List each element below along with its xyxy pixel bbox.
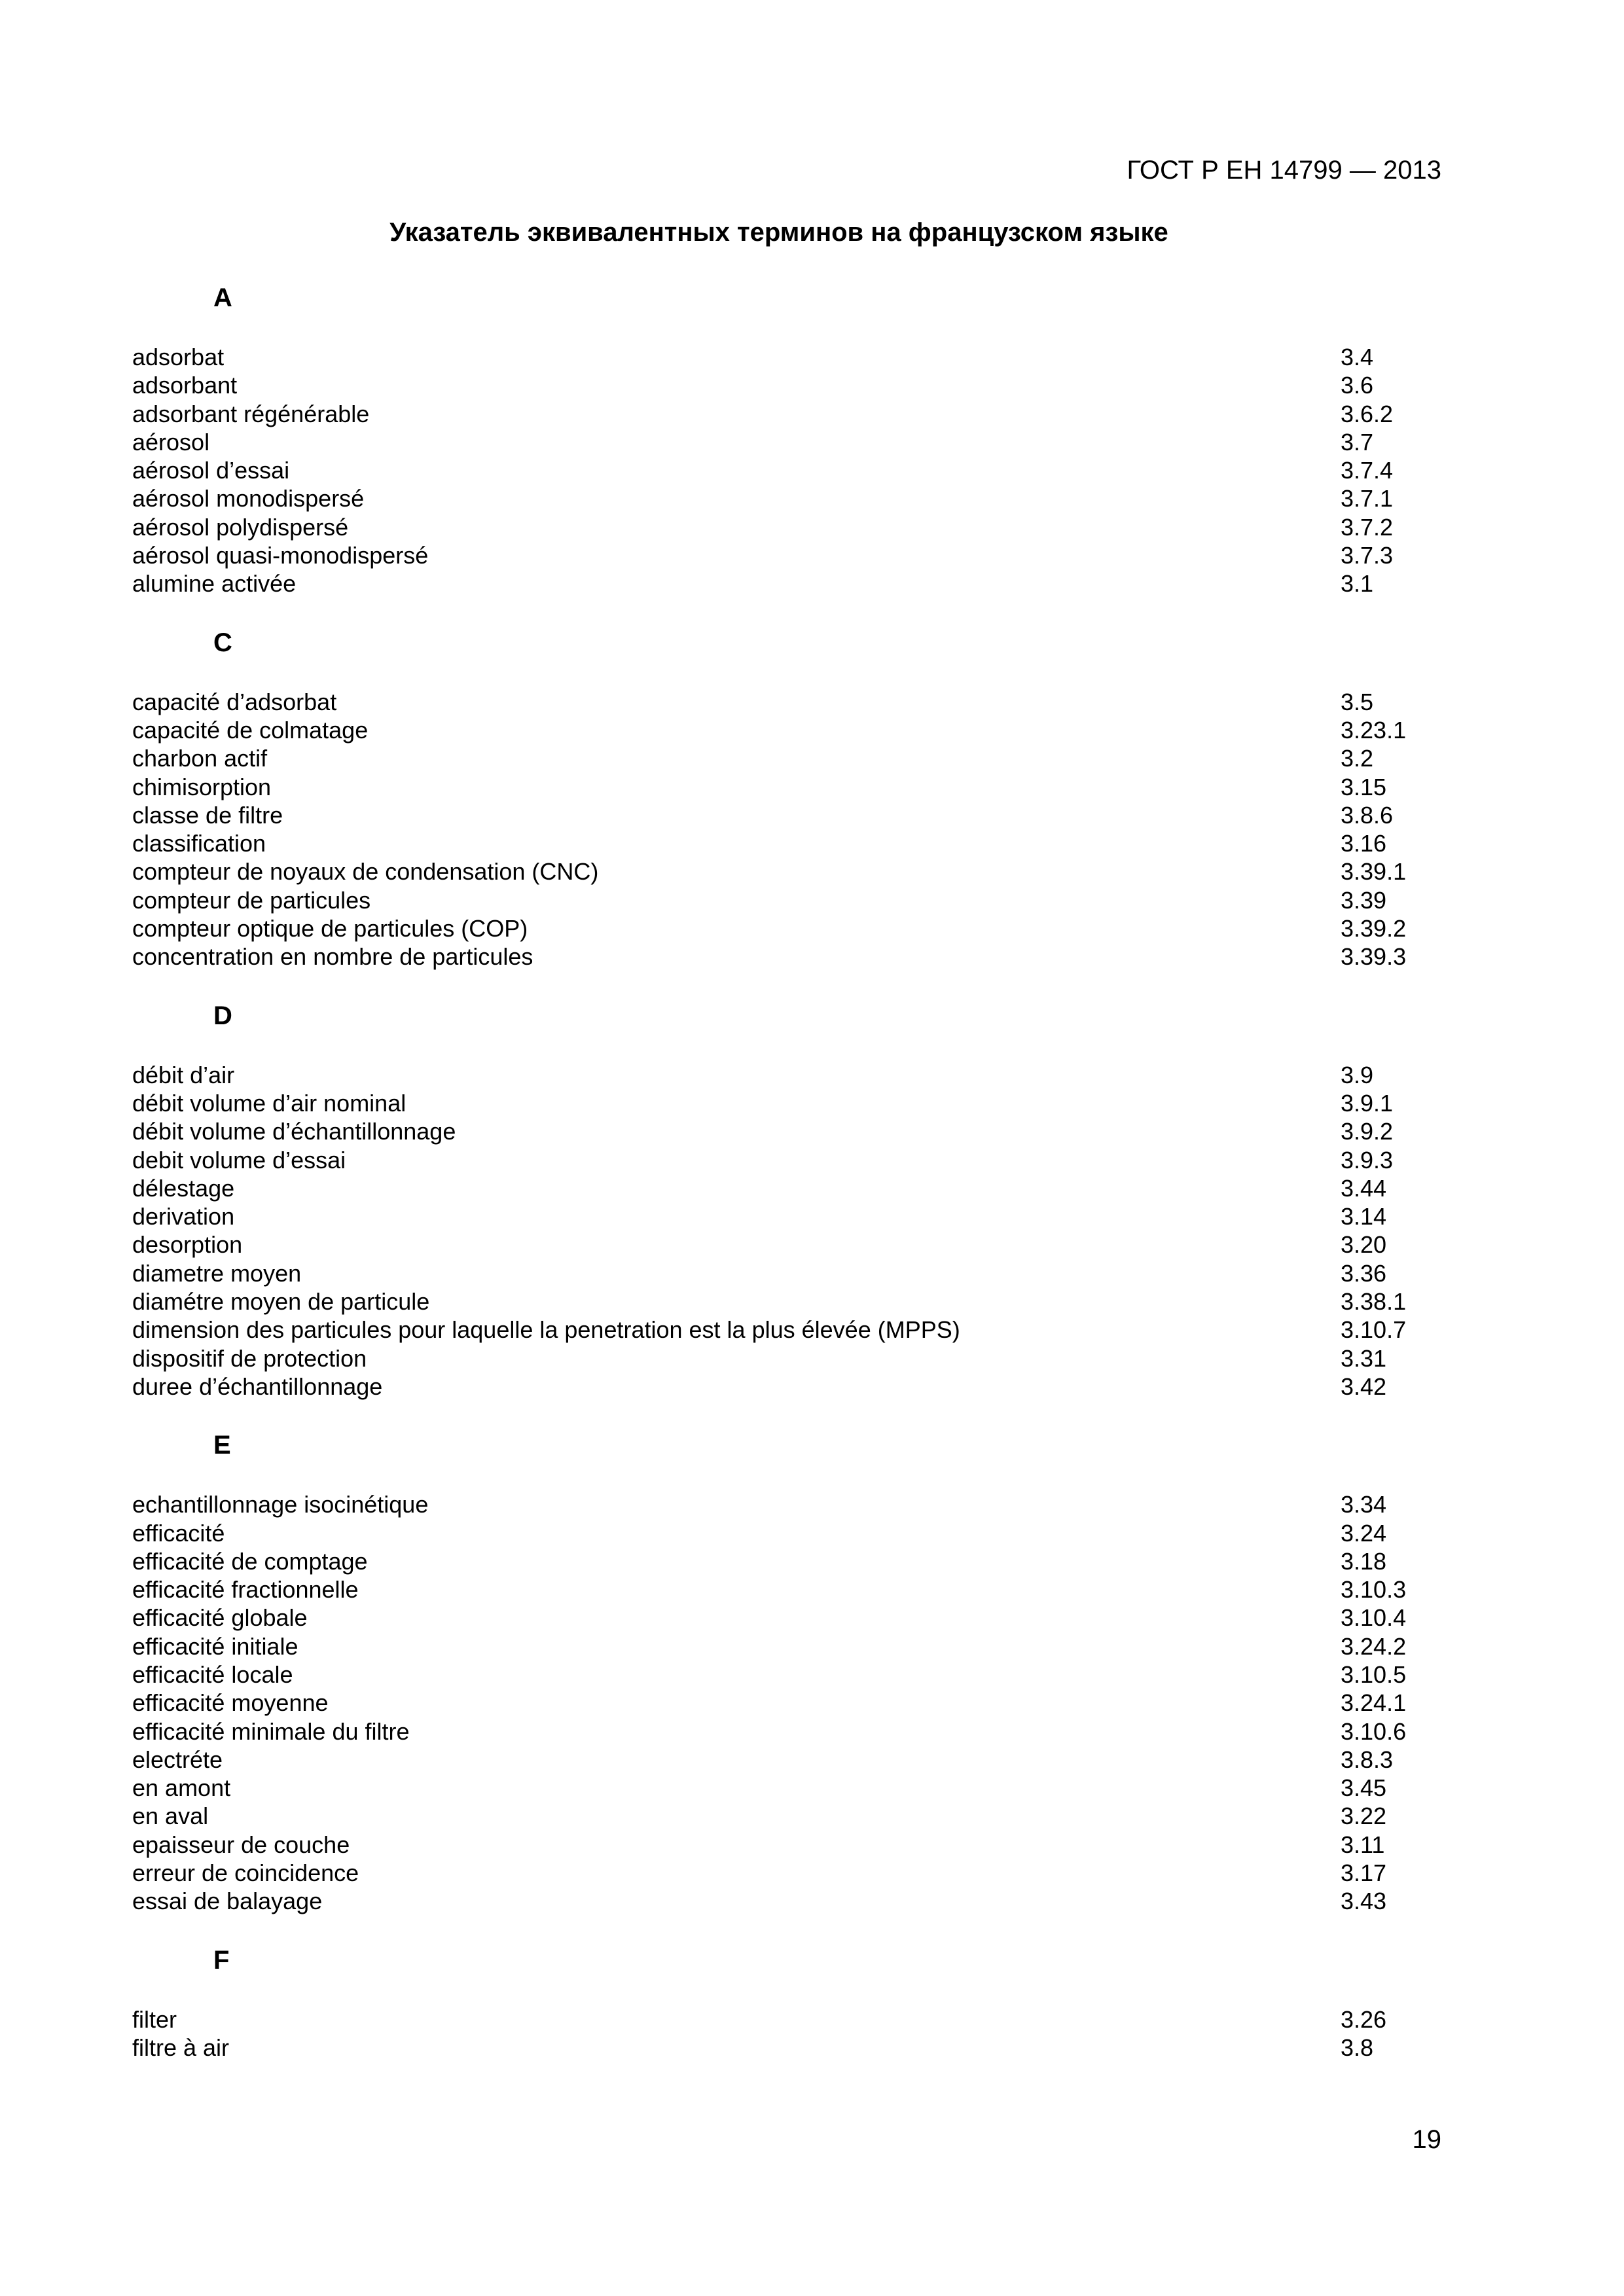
- entry-list: [132, 2005, 1441, 2062]
- entry-ref: 3.8: [1341, 2034, 1374, 2061]
- index-entry: [132, 1117, 1441, 1145]
- entry-ref: 3.10.3: [1341, 1576, 1407, 1604]
- entry-ref: 3.9.2: [1341, 1118, 1394, 1145]
- index-entry: [132, 1660, 1441, 1689]
- entry-ref: 3.10.6: [1341, 1717, 1407, 1745]
- entry-term: efficacité moyenne: [132, 1689, 329, 1717]
- index-entry: [132, 400, 1441, 428]
- entry-ref: 3.16: [1341, 830, 1387, 857]
- entry-ref: 3.8.6: [1341, 801, 1394, 829]
- index-entry: [132, 1316, 1441, 1344]
- index-entry: [132, 1089, 1441, 1117]
- index-entry: [132, 1802, 1441, 1830]
- entry-ref: 3.7.3: [1341, 542, 1394, 569]
- entry-term: diametre moyen: [132, 1259, 302, 1287]
- entry-list: [132, 343, 1441, 598]
- entry-ref: 3.10.7: [1341, 1316, 1407, 1344]
- index-entry: [132, 801, 1441, 829]
- entry-term: filter: [132, 2005, 177, 2033]
- entry-ref: 3.18: [1341, 1547, 1387, 1575]
- index-entry: [132, 886, 1441, 914]
- page-number: 19: [1412, 2125, 1441, 2154]
- entry-term: erreur de coincidence: [132, 1859, 359, 1887]
- entry-ref: 3.5: [1341, 688, 1374, 715]
- entry-term: efficacité fractionnelle: [132, 1576, 359, 1604]
- index-entry: [132, 1259, 1441, 1287]
- entry-ref: 3.24.2: [1341, 1632, 1407, 1660]
- entry-ref: 3.7.4: [1341, 457, 1394, 484]
- entry-term: electréte: [132, 1746, 223, 1773]
- entry-ref: 3.8.3: [1341, 1746, 1394, 1773]
- section-letter: F: [213, 1945, 230, 1975]
- index-entry: [132, 1174, 1441, 1202]
- entry-term: charbon actif: [132, 745, 268, 772]
- entry-term: derivation: [132, 1203, 235, 1230]
- entry-ref: 3.22: [1341, 1803, 1387, 1830]
- index-entry: [132, 744, 1441, 772]
- index-entry: [132, 1287, 1441, 1316]
- entry-ref: 3.10.4: [1341, 1604, 1407, 1632]
- index-entry: [132, 1547, 1441, 1575]
- entry-ref: 3.9.1: [1341, 1089, 1394, 1117]
- index-entry: [132, 569, 1441, 598]
- entry-term: filtre à air: [132, 2034, 230, 2061]
- entry-term: diamétre moyen de particule: [132, 1288, 430, 1316]
- entry-term: dimension des particules pour laquelle la penetration est la plus élevée (MPPS): [132, 1316, 960, 1344]
- index-entry: [132, 1689, 1441, 1717]
- entry-term: concentration en nombre de particules: [132, 943, 533, 971]
- index-entry: [132, 1202, 1441, 1230]
- entry-term: efficacité globale: [132, 1604, 308, 1632]
- index-entry: [132, 484, 1441, 512]
- entry-term: compteur optique de particules (COP): [132, 915, 528, 942]
- index-entry: [132, 1859, 1441, 1887]
- index-entry: [132, 1632, 1441, 1660]
- entry-ref: 3.42: [1341, 1372, 1387, 1400]
- entry-ref: 3.20: [1341, 1231, 1387, 1259]
- index-entry: [132, 2005, 1441, 2034]
- entry-term: efficacité: [132, 1519, 225, 1547]
- index-entry: [132, 1344, 1441, 1372]
- entry-ref: 3.24: [1341, 1519, 1387, 1547]
- entry-term: desorption: [132, 1231, 243, 1259]
- index-entry: [132, 1372, 1441, 1401]
- entry-ref: 3.26: [1341, 2005, 1387, 2033]
- entry-ref: 3.43: [1341, 1888, 1387, 1915]
- entry-term: chimisorption: [132, 773, 272, 800]
- index-entry: [132, 857, 1441, 886]
- entry-ref: 3.9.3: [1341, 1146, 1394, 1174]
- index-entry: [132, 1575, 1441, 1604]
- index-entry: [132, 829, 1441, 857]
- entry-ref: 3.6.2: [1341, 400, 1394, 427]
- entry-term: compteur de noyaux de condensation (CNC): [132, 858, 599, 886]
- entry-term: aérosol quasi-monodispersé: [132, 542, 429, 569]
- entry-ref: 3.34: [1341, 1491, 1387, 1518]
- entry-term: aérosol: [132, 428, 210, 456]
- entry-term: aérosol polydispersé: [132, 513, 349, 541]
- entry-ref: 3.38.1: [1341, 1288, 1407, 1316]
- entry-ref: 3.15: [1341, 773, 1387, 800]
- entry-term: echantillonnage isocinétique: [132, 1491, 429, 1518]
- entry-ref: 3.23.1: [1341, 716, 1407, 744]
- entry-term: dispositif de protection: [132, 1344, 367, 1372]
- entry-ref: 3.9: [1341, 1061, 1374, 1088]
- entry-ref: 3.39.1: [1341, 858, 1407, 886]
- index-entry: [132, 1774, 1441, 1802]
- entry-term: aérosol monodispersé: [132, 485, 365, 512]
- index-entry: [132, 371, 1441, 399]
- entry-ref: 3.36: [1341, 1259, 1387, 1287]
- entry-ref: 3.14: [1341, 1203, 1387, 1230]
- index-entry: [132, 1717, 1441, 1746]
- entry-term: classification: [132, 830, 266, 857]
- section-letter: D: [213, 1001, 232, 1030]
- index-entry: [132, 513, 1441, 541]
- entry-term: débit volume d’échantillonnage: [132, 1118, 456, 1145]
- entry-term: débit d’air: [132, 1061, 235, 1088]
- entry-ref: 3.2: [1341, 745, 1374, 772]
- index-entry: [132, 914, 1441, 942]
- section-letter: A: [213, 283, 232, 312]
- entry-term: essai de balayage: [132, 1888, 323, 1915]
- entry-term: compteur de particules: [132, 886, 371, 914]
- standard-code: ГОСТ Р ЕН 14799 — 2013: [1127, 156, 1441, 185]
- entry-term: adsorbat: [132, 344, 225, 370]
- entry-term: efficacité initiale: [132, 1632, 298, 1660]
- index-entry: [132, 541, 1441, 569]
- index-entry: [132, 1490, 1441, 1518]
- entry-ref: 3.31: [1341, 1344, 1387, 1372]
- entry-term: efficacité minimale du filtre: [132, 1717, 410, 1745]
- index-entry: [132, 942, 1441, 971]
- entry-ref: 3.7.2: [1341, 513, 1394, 541]
- entry-term: capacité d’adsorbat: [132, 688, 337, 715]
- entry-term: capacité de colmatage: [132, 716, 369, 744]
- entry-list: [132, 688, 1441, 971]
- section-letter: C: [213, 628, 232, 657]
- entry-ref: 3.6: [1341, 372, 1374, 399]
- entry-term: classe de filtre: [132, 801, 283, 829]
- entry-ref: 3.45: [1341, 1774, 1387, 1802]
- term-index: [132, 282, 1441, 2090]
- entry-ref: 3.7.1: [1341, 485, 1394, 512]
- index-entry: [132, 1887, 1441, 1915]
- index-entry: [132, 428, 1441, 456]
- entry-term: en aval: [132, 1803, 209, 1830]
- index-entry: [132, 343, 1441, 371]
- index-entry: [132, 1146, 1441, 1174]
- index-entry: [132, 1831, 1441, 1859]
- index-entry: [132, 456, 1441, 484]
- entry-ref: 3.7: [1341, 428, 1374, 456]
- entry-ref: 3.39.3: [1341, 943, 1407, 971]
- entry-list: [132, 1490, 1441, 1915]
- entry-term: aérosol d’essai: [132, 457, 290, 484]
- entry-ref: 3.4: [1341, 344, 1374, 370]
- entry-term: en amont: [132, 1774, 231, 1802]
- entry-term: délestage: [132, 1174, 235, 1202]
- entry-term: efficacité de comptage: [132, 1547, 368, 1575]
- entry-ref: 3.39.2: [1341, 915, 1407, 942]
- index-entry: [132, 1230, 1441, 1259]
- index-entry: [132, 716, 1441, 744]
- entry-list: [132, 1061, 1441, 1401]
- index-entry: [132, 1746, 1441, 1774]
- section-letter: E: [213, 1431, 231, 1460]
- entry-term: débit volume d’air nominal: [132, 1089, 406, 1117]
- entry-term: efficacité locale: [132, 1660, 293, 1688]
- entry-ref: 3.44: [1341, 1174, 1387, 1202]
- entry-ref: 3.10.5: [1341, 1660, 1407, 1688]
- entry-term: epaisseur de couche: [132, 1831, 350, 1858]
- entry-term: adsorbant: [132, 372, 238, 399]
- index-title: Указатель эквивалентных терминов на французском языке: [389, 218, 1168, 247]
- entry-ref: 3.11: [1341, 1831, 1385, 1858]
- index-entry: [132, 773, 1441, 801]
- index-entry: [132, 2034, 1441, 2062]
- index-entry: [132, 1061, 1441, 1089]
- entry-term: debit volume d’essai: [132, 1146, 346, 1174]
- entry-ref: 3.24.1: [1341, 1689, 1407, 1717]
- entry-term: duree d’échantillonnage: [132, 1372, 383, 1400]
- index-entry: [132, 1519, 1441, 1547]
- entry-term: adsorbant régénérable: [132, 400, 370, 427]
- entry-term: alumine activée: [132, 570, 297, 598]
- entry-ref: 3.1: [1341, 570, 1374, 598]
- index-entry: [132, 688, 1441, 716]
- entry-ref: 3.39: [1341, 886, 1387, 914]
- entry-ref: 3.17: [1341, 1859, 1387, 1887]
- index-entry: [132, 1604, 1441, 1632]
